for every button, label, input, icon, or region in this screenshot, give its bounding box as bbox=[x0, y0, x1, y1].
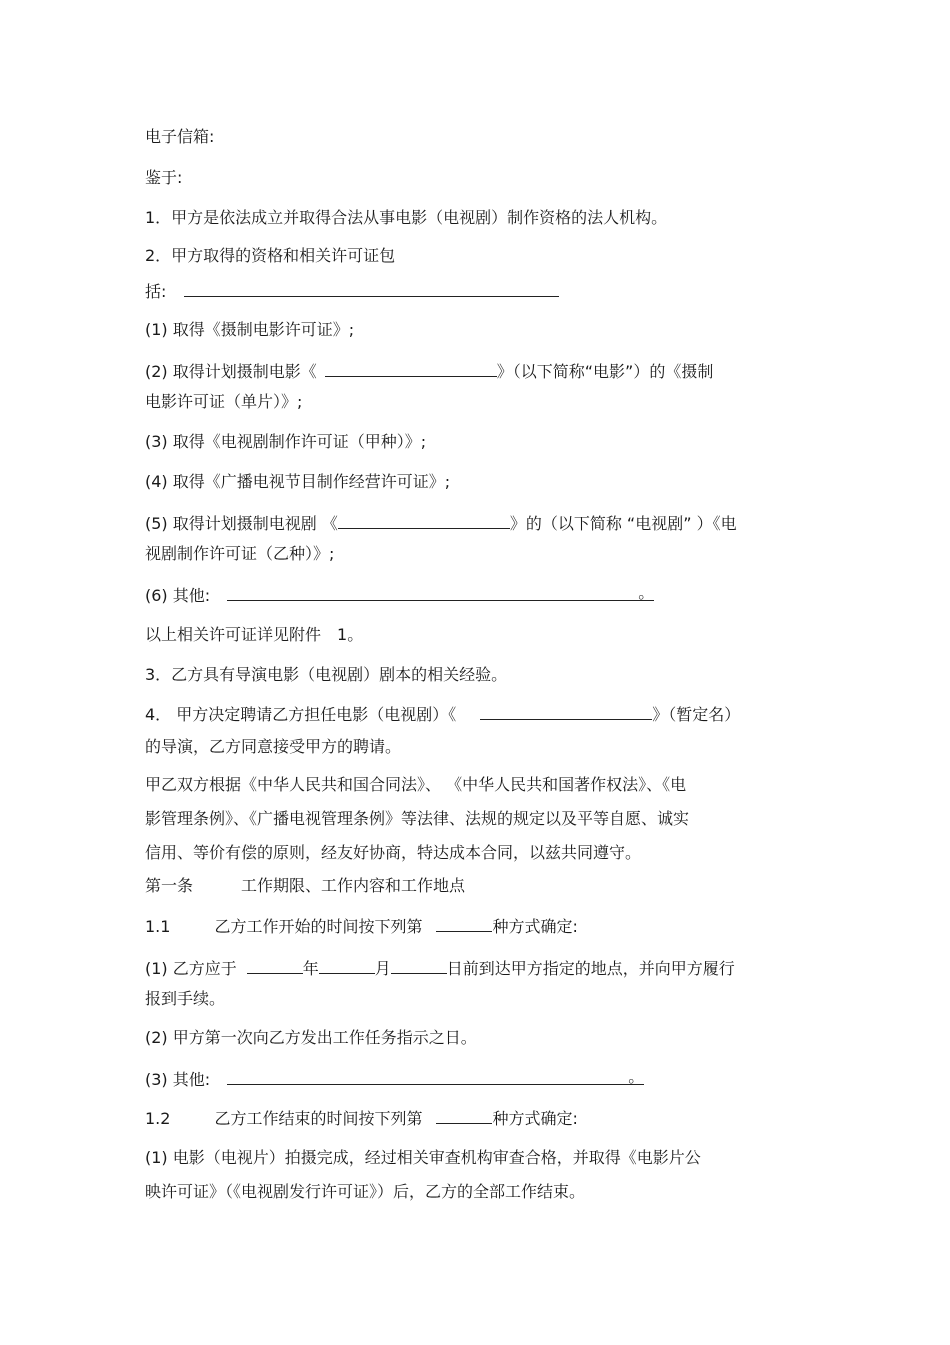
whereas-item-4-cont: 的导演，乙方同意接受甲方的聘请。 bbox=[145, 737, 402, 756]
license-4: (4) 取得《广播电视节目制作经营许可证》; bbox=[145, 472, 451, 491]
section-text-b: 种方式确定: bbox=[492, 1109, 578, 1128]
blank-licenses bbox=[184, 280, 559, 297]
blank-end-method bbox=[436, 1107, 492, 1124]
blank-month bbox=[319, 957, 375, 974]
end-option-1: (1) 电影（电视片）拍摄完成，经过相关审查机构审查合格，并取得《电影片公 bbox=[145, 1148, 701, 1167]
item-4-text-a: 4． 甲方决定聘请乙方担任电影（电视剧）《 bbox=[145, 705, 457, 724]
start-option-3 bbox=[145, 1068, 644, 1090]
blank-day bbox=[391, 957, 447, 974]
blank-film-title bbox=[325, 360, 497, 377]
blank-year bbox=[247, 957, 303, 974]
start-option-2: (2) 甲方第一次向乙方发出工作任务指示之日。 bbox=[145, 1028, 477, 1047]
license-6 bbox=[145, 584, 654, 606]
license-5 bbox=[145, 512, 737, 534]
item-4-text-b: 》（暂定名） bbox=[652, 705, 741, 724]
whereas-item-2: 2．甲方取得的资格和相关许可证包 bbox=[145, 246, 396, 265]
whereas-heading: 鉴于: bbox=[145, 168, 183, 187]
license-2-text-b: 》（以下简称“电影”）的《摄制 bbox=[496, 362, 714, 381]
section-text-a: 乙方工作结束的时间按下列第 bbox=[214, 1109, 423, 1128]
period: 。 bbox=[638, 583, 655, 602]
other-label: (3) 其他: bbox=[145, 1070, 211, 1089]
article-number: 第一条 bbox=[145, 876, 194, 895]
license-5-text-a: (5) 取得计划摄制电视剧 《 bbox=[145, 514, 338, 533]
license-2 bbox=[145, 360, 713, 382]
end-option-1-cont: 映许可证》（《电视剧发行许可证》）后，乙方的全部工作结束。 bbox=[145, 1182, 586, 1201]
section-1-1 bbox=[145, 915, 578, 937]
email-label: 电子信箱: bbox=[145, 127, 215, 146]
whereas-item-1: 1．甲方是依法成立并取得合法从事电影（电视剧）制作资格的法人机构。 bbox=[145, 208, 668, 227]
blank-other-license bbox=[227, 584, 654, 601]
period: 。 bbox=[628, 1067, 645, 1086]
license-2-cont: 电影许可证（单片）》; bbox=[145, 392, 303, 411]
license-note-appendix: 1。 bbox=[337, 625, 364, 644]
include-label: 括: bbox=[145, 282, 167, 301]
option-text-b: 日前到达甲方指定的地点，并向甲方履行 bbox=[446, 959, 735, 978]
start-option-1-cont: 报到手续。 bbox=[145, 989, 226, 1008]
section-text-b: 种方式确定: bbox=[492, 917, 578, 936]
blank-start-method bbox=[436, 915, 492, 932]
section-number: 1.2 bbox=[145, 1109, 171, 1128]
basis-line-1: 甲乙双方根据《中华人民共和国合同法》、 《中华人民共和国著作权法》、《电 bbox=[145, 775, 687, 794]
whereas-item-3: 3．乙方具有导演电影（电视剧）剧本的相关经验。 bbox=[145, 665, 508, 684]
license-1: (1) 取得《摄制电影许可证》; bbox=[145, 320, 355, 339]
article-1-heading bbox=[145, 876, 465, 896]
blank-other-start bbox=[227, 1068, 644, 1085]
start-option-1 bbox=[145, 957, 735, 979]
article-title: 工作期限、工作内容和工作地点 bbox=[241, 876, 466, 895]
whereas-item-2-cont bbox=[145, 280, 559, 302]
license-2-text-a: (2) 取得计划摄制电影《 bbox=[145, 362, 317, 381]
license-note bbox=[145, 625, 363, 645]
blank-project-title bbox=[480, 703, 652, 720]
blank-tv-title bbox=[338, 512, 510, 529]
license-5-text-b: 》的（以下简称 “电视剧” ）《电 bbox=[509, 514, 737, 533]
other-label: (6) 其他: bbox=[145, 586, 211, 605]
basis-line-2: 影管理条例》、《广播电视管理条例》等法律、法规的规定以及平等自愿、诚实 bbox=[145, 809, 690, 828]
option-text-a: (1) 乙方应于 bbox=[145, 959, 237, 978]
section-text-a: 乙方工作开始的时间按下列第 bbox=[214, 917, 423, 936]
license-3: (3) 取得《电视剧制作许可证（甲种）》; bbox=[145, 432, 427, 451]
basis-line-3: 信用、等价有偿的原则，经友好协商，特达成本合同，以兹共同遵守。 bbox=[145, 843, 642, 862]
license-note-text: 以上相关许可证详见附件 bbox=[145, 625, 322, 644]
year-label: 年 bbox=[302, 959, 319, 978]
license-5-cont: 视剧制作许可证（乙种）》; bbox=[145, 544, 335, 563]
section-number: 1.1 bbox=[145, 917, 171, 936]
month-label: 月 bbox=[374, 959, 391, 978]
section-1-2 bbox=[145, 1107, 578, 1129]
whereas-item-4 bbox=[145, 703, 740, 725]
